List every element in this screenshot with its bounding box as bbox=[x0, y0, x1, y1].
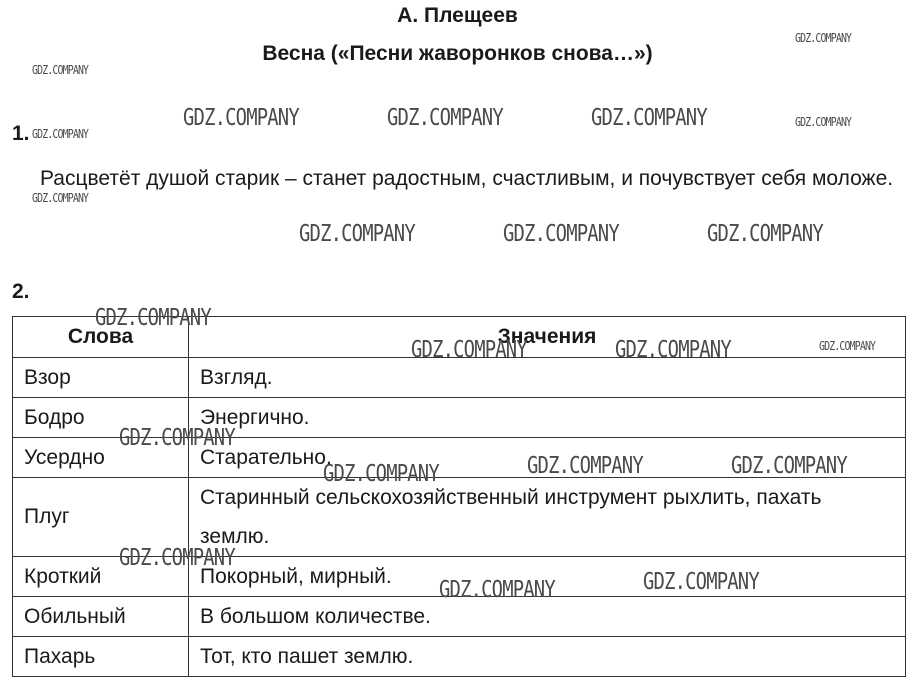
meaning-cell: Покорный, мирный. bbox=[189, 557, 906, 597]
watermark: GDZ.COMPANY bbox=[119, 545, 235, 571]
watermark: GDZ.COMPANY bbox=[32, 127, 89, 141]
watermark: GDZ.COMPANY bbox=[795, 115, 852, 129]
table-row bbox=[13, 478, 906, 557]
watermark: GDZ.COMPANY bbox=[643, 569, 759, 595]
table-row bbox=[13, 637, 906, 677]
watermark: GDZ.COMPANY bbox=[819, 339, 876, 353]
column-header-words: Слова bbox=[13, 317, 189, 358]
task-1-number: 1. bbox=[12, 122, 30, 145]
watermark: GDZ.COMPANY bbox=[387, 105, 503, 131]
watermark: GDZ.COMPANY bbox=[731, 453, 847, 479]
meaning-cell: Старательно. bbox=[189, 438, 906, 478]
table-row bbox=[13, 557, 906, 597]
meaning-cell: В большом количестве. bbox=[189, 597, 906, 637]
word-cell: Кроткий bbox=[13, 557, 189, 597]
watermark: GDZ.COMPANY bbox=[615, 337, 731, 363]
word-cell: Усердно bbox=[13, 438, 189, 478]
meaning-cell: Тот, кто пашет землю. bbox=[189, 637, 906, 677]
table-row bbox=[13, 438, 906, 478]
word-cell: Пахарь bbox=[13, 637, 189, 677]
watermark: GDZ.COMPANY bbox=[527, 453, 643, 479]
watermark: GDZ.COMPANY bbox=[707, 221, 823, 247]
watermark: GDZ.COMPANY bbox=[795, 31, 852, 45]
watermark: GDZ.COMPANY bbox=[439, 577, 555, 603]
watermark: GDZ.COMPANY bbox=[323, 461, 439, 487]
word-cell: Обильный bbox=[13, 597, 189, 637]
watermark: GDZ.COMPANY bbox=[95, 305, 211, 331]
table-row bbox=[13, 398, 906, 438]
table-header-row bbox=[13, 317, 906, 358]
poem-title: Весна («Песни жаворонков снова…») bbox=[262, 42, 653, 65]
watermark: GDZ.COMPANY bbox=[32, 63, 89, 77]
word-cell: Плуг bbox=[13, 478, 189, 557]
word-cell: Взор bbox=[13, 358, 189, 398]
table-row bbox=[13, 597, 906, 637]
table-row bbox=[13, 358, 906, 398]
vocabulary-table bbox=[12, 316, 906, 677]
column-header-meanings: Значения bbox=[189, 317, 906, 358]
meaning-cell: Энергично. bbox=[189, 398, 906, 438]
watermark: GDZ.COMPANY bbox=[591, 105, 707, 131]
meaning-cell: Старинный сельскохозяйственный инструмент рыхлить, пахать землю. bbox=[189, 478, 906, 557]
watermark: GDZ.COMPANY bbox=[299, 221, 415, 247]
watermark: GDZ.COMPANY bbox=[183, 105, 299, 131]
author-name: А. Плещеев bbox=[397, 4, 518, 27]
watermark: GDZ.COMPANY bbox=[411, 337, 527, 363]
word-cell: Бодро bbox=[13, 398, 189, 438]
meaning-cell: Взгляд. bbox=[189, 358, 906, 398]
task-2-number: 2. bbox=[12, 280, 30, 303]
watermark: GDZ.COMPANY bbox=[119, 425, 235, 451]
watermark: GDZ.COMPANY bbox=[503, 221, 619, 247]
watermark: GDZ.COMPANY bbox=[32, 191, 89, 205]
task-1-answer: Расцветёт душой старик – станет радостным, счастливым, и почувствует себя моложе. bbox=[40, 167, 894, 190]
